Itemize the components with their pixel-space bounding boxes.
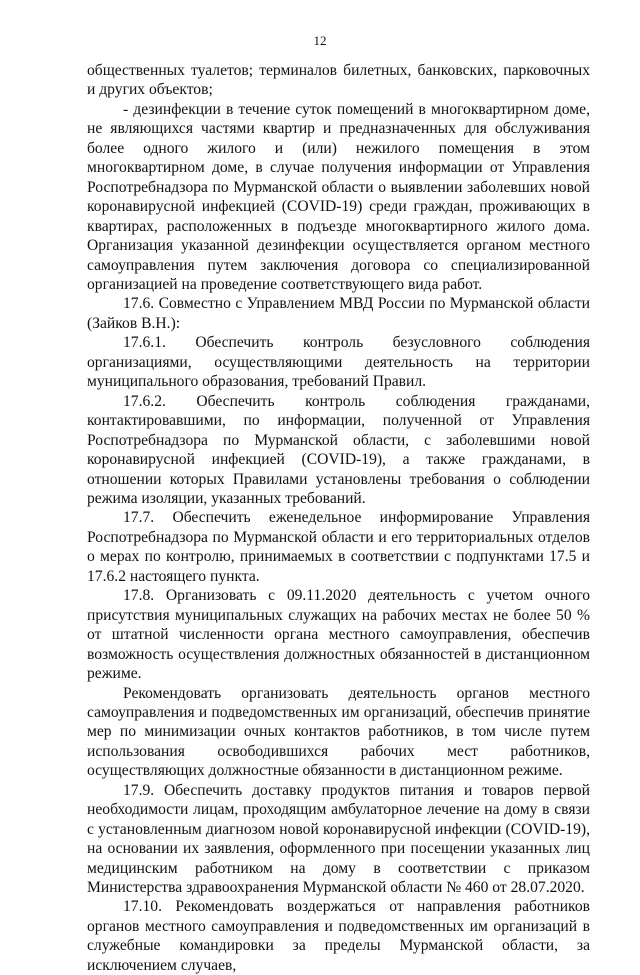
paragraph-continuation: общественных туалетов; терминалов билетных, банковских, парковочных и других объектов; [87,62,590,99]
paragraph-disinfection: - дезинфекции в течение суток помещений в многоквартирном доме, не являющихся частями квартир и предназначенных для обслуживания более одного жилого и (или) нежилого помещения в этом многоквартирном доме, в случае получения информации от Управления Роспотребнадзора по Мурманской области о выявлении заболевших новой коронавирусной инфекцией (COVID-19) среди граждан, проживающих в квартирах, расположенных в подъезде многоквартирного жилого дома. Организация указанной дезинфекции осуществляется органом местного самоуправления путем заключения договора со специализированной организацией на проведение соответствующего вида работ. [87,100,590,293]
paragraph-17-6-1: 17.6.1. Обеспечить контроль безусловного соблюдения организациями, осуществляющими деятельность на территории муниципального образования, требований Правил. [87,334,590,391]
paragraph-17-6: 17.6. Совместно с Управлением МВД России по Мурманской области (Зайков В.Н.): [87,295,590,332]
paragraph-17-7: 17.7. Обеспечить еженедельное информирование Управления Роспотребнадзора по Мурманской области и его территориальных отделов о мерах по контролю, принимаемых в соответствии с подпунктами 17.5 и 17.6.2 настоящего пункта. [87,509,590,585]
paragraph-recommendation: Рекомендовать организовать деятельность органов местного самоуправления и подведомственных им организаций, обеспечив принятие мер по минимизации очных контактов работников, в том числе путем использования освободившихся рабочих мест работников, осуществляющих должностные обязанности в дистанционном режиме. [87,684,590,780]
paragraph-17-6-2: 17.6.2. Обеспечить контроль соблюдения гражданами, контактировавшими, по информации, полученной от Управления Роспотребнадзора по Мурманской области, с заболевшими новой коронавирусной инфекцией (COVID-19), а также гражданами, в отношении которых Правилами установлены требования о соблюдении режима изоляции, указанных требований. [87,392,590,507]
paragraph-17-10: 17.10. Рекомендовать воздержаться от направления работников органов местного самоуправления и подведомственных им организаций в служебные командировки за пределы Мурманской области, за исключением случаев, [87,898,590,974]
page-number: 12 [313,33,327,48]
paragraph-17-8: 17.8. Организовать с 09.11.2020 деятельность с учетом очного присутствия муниципальных служащих на рабочих местах не более 50 % от штатной численности органа местного самоуправления, обеспечив возможность осуществления должностных обязанностей в дистанционном режиме. [87,587,590,683]
document-body [87,61,590,975]
paragraph-17-9: 17.9. Обеспечить доставку продуктов питания и товаров первой необходимости лицам, проходящим амбулаторное лечение на дому в связи с установленным диагнозом новой коронавирусной инфекции (COVID-19), на основании их заявления, оформленного при посещении указанных лиц медицинским работником на дому в соответствии с приказом Министерства здравоохранения Мурманской области № 460 от 28.07.2020. [87,781,590,897]
